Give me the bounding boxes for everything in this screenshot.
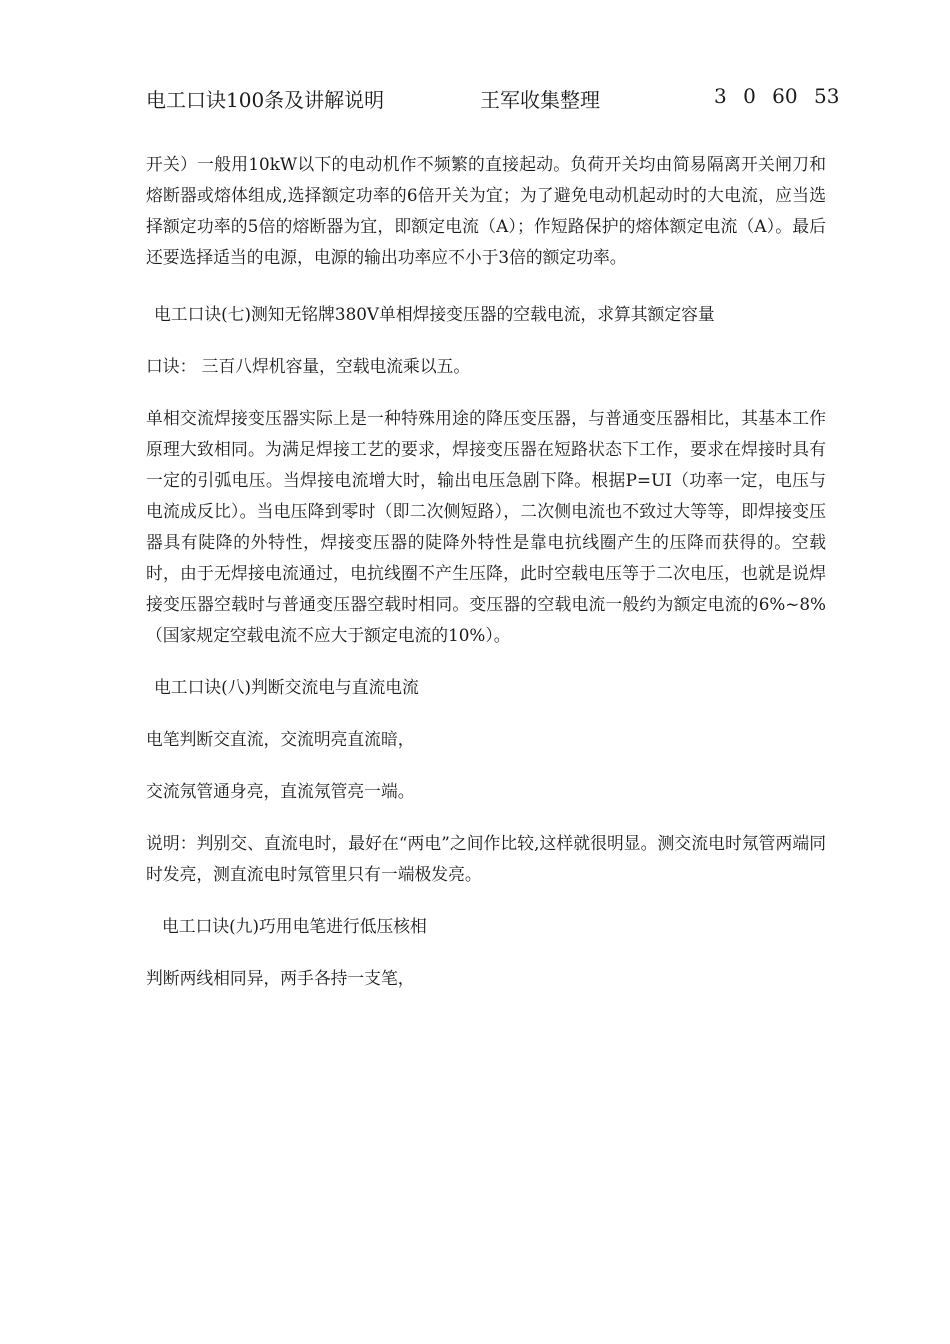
header-author: 王军收集整理 (480, 88, 600, 112)
paragraph-welding-transformer: 单相交流焊接变压器实际上是一种特殊用途的降压变压器，与普通变压器相比，其基本工作原理大致相同。为满足焊接工艺的要求，焊接变压器在短路状态下工作，要求在焊接时具有一定的引弧电压。当焊接电流增大时，输出电压急剧下降。根据P=UI（功率一定，电压与电流成反比）。当电压降到零时（即二次侧短路），二次侧电流也不致过大等等，即焊接变压器具有陡降的外特性，焊接变压器的陡降外特性是靠电抗线圈产生的压降而获得的。空载时，由于无焊接电流通过，电抗线圈不产生压降，此时空载电压等于二次电压，也就是说焊接变压器空载时与普通变压器空载时相同。变压器的空载电流一般约为额定电流的6%~8%（国家规定空载电流不应大于额定电流的10%）。 (146, 408, 826, 645)
mnemonic-8-line-2: 交流氖管通身亮，直流氖管亮一端。 (146, 781, 415, 801)
mnemonic-9-line-1: 判断两线相同异，两手各持一支笔， (146, 968, 415, 988)
section-heading-9: 电工口诀(九)巧用电笔进行低压核相 (162, 916, 427, 936)
document-body (146, 149, 826, 994)
section-heading-7: 电工口诀(七)测知无铭牌380V单相焊接变压器的空载电流，求算其额定容量 (154, 304, 715, 324)
header-numbers: 3 0 60 53 (714, 84, 840, 108)
section-heading-8: 电工口诀(八)判断交流电与直流电流 (154, 677, 419, 697)
page-header (146, 84, 866, 114)
mnemonic-8-line-1: 电笔判断交直流，交流明亮直流暗， (146, 729, 415, 749)
mnemonic-7: 口诀： 三百八焊机容量，空载电流乘以五。 (146, 356, 471, 376)
header-title: 电工口诀100条及讲解说明 (146, 88, 385, 112)
paragraph-explanation-8: 说明：判别交、直流电时，最好在“两电”之间作比较,这样就很明显。测交流电时氖管两端同时发亮，测直流电时氖管里只有一端极发亮。 (146, 833, 826, 884)
paragraph-load-switch: 开关）一般用10kW以下的电动机作不频繁的直接起动。负荷开关均由简易隔离开关闸刀和熔断器或熔体组成,选择额定功率的6倍开关为宜；为了避免电动机起动时的大电流，应当选择额定功率的5倍的熔断器为宜，即额定电流（A）；作短路保护的熔体额定电流（A）。最后还要选择适当的电源，电源的输出功率应不小于3倍的额定功率。 (146, 154, 826, 267)
